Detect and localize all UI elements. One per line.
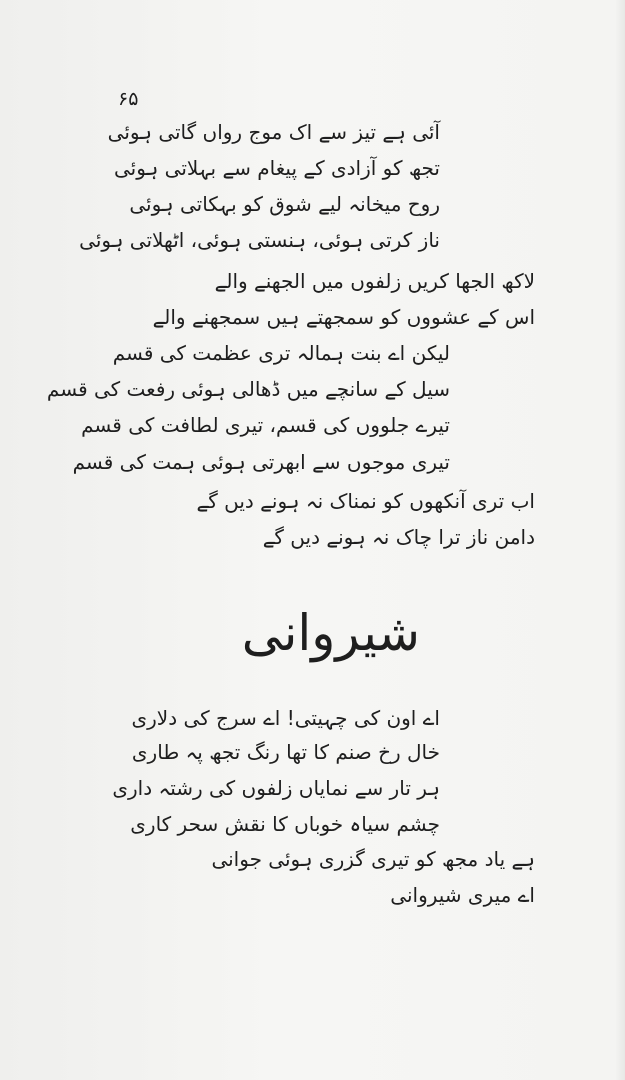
poem-line: ناز کرتی ہوئی، ہنستی ہوئی، اٹھلاتی ہوئی [79, 228, 440, 252]
poem-line: دامن ناز ترا چاک نہ ہونے دیں گے [262, 525, 535, 549]
poem-line: اے اون کی چہیتی! اے سرج کی دلاری [131, 706, 440, 730]
poem-line: اس کے عشووں کو سمجھتے ہیں سمجھنے والے [152, 305, 535, 329]
poem-line: لاکھ الجھا کریں زلفوں میں الجھنے والے [214, 269, 535, 293]
poem-line: تیری موجوں سے ابھرتی ہوئی ہمت کی قسم [72, 450, 450, 474]
poem-line: خال رخ صنم کا تھا رنگ تجھ پہ طاری [131, 740, 440, 764]
poem-line: اے میری شیروانی [390, 883, 535, 907]
poem-line: سیل کے سانچے میں ڈھالی ہوئی رفعت کی قسم [46, 377, 450, 401]
poem-line: آئی ہے تیز سے اک موج رواں گاتی ہوئی [107, 120, 440, 144]
poem-line: ہر تار سے نمایاں زلفوں کی رشتہ داری [112, 776, 440, 800]
poem-line: ہے یاد مجھ کو تیری گزری ہوئی جوانی [211, 847, 535, 871]
section-title: شیروانی [241, 604, 420, 662]
poem-line: لیکن اے بنت ہمالہ تری عظمت کی قسم [112, 341, 450, 365]
page-edge-shadow [615, 0, 625, 1080]
page-number: ۶۵ [118, 88, 139, 110]
poem-line: اب تری آنکھوں کو نمناک نہ ہونے دیں گے [196, 489, 535, 513]
poem-line: تجھ کو آزادی کے پیغام سے بہلاتی ہوئی [114, 156, 440, 180]
poem-line: تیرے جلووں کی قسم، تیری لطافت کی قسم [81, 413, 450, 437]
poem-line: روح میخانہ لیے شوق کو بہکاتی ہوئی [129, 192, 440, 216]
poem-line: چشم سیاہ خوباں کا نقش سحر کاری [130, 812, 440, 836]
